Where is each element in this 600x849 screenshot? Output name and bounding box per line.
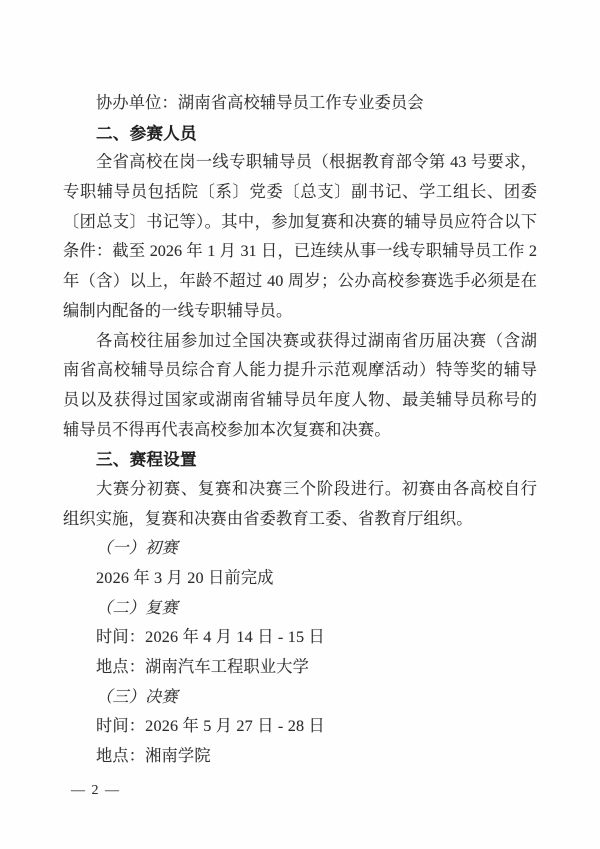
subsection-heading-preliminary: （一）初赛 — [96, 539, 178, 558]
subsection-heading-final: （三）决赛 — [96, 687, 178, 706]
paragraph-line: 大赛分初赛、复赛和决赛三个阶段进行。初赛由各高校自行 — [96, 479, 537, 498]
schedule-venue-line: 地点：湖南汽车工程职业大学 — [96, 658, 310, 677]
paragraph-line: 专职辅导员包括院〔系〕党委〔总支〕副书记、学工组长、团委 — [63, 183, 537, 202]
paragraph-line: 〔团总支〕书记等）。其中，参加复赛和决赛的辅导员应符合以下 — [63, 212, 537, 231]
paragraph-line: 年（含）以上，年龄不超过 40 周岁；公办高校参赛选手必须是在 — [63, 272, 537, 291]
section-heading-schedule: 三、赛程设置 — [96, 450, 197, 470]
paragraph-line: 各高校往届参加过全国决赛或获得过湖南省历届决赛（含湖 — [96, 331, 537, 350]
schedule-time-line: 时间：2026 年 4 月 14 日 - 15 日 — [96, 628, 325, 647]
document-body — [63, 89, 537, 772]
page-number: — 2 — — [71, 783, 121, 798]
schedule-venue-line: 地点：湘南学院 — [96, 747, 211, 766]
paragraph-line: 组织实施，复赛和决赛由省委教育工委、省教育厅组织。 — [63, 509, 473, 528]
paragraph-line: 条件：截至 2026 年 1 月 31 日，已连续从事一线专职辅导员工作 2 — [63, 242, 537, 261]
paragraph-line: 编制内配备的一线专职辅导员。 — [63, 301, 293, 320]
schedule-time-line: 时间：2026 年 5 月 27 日 - 28 日 — [96, 717, 325, 736]
paragraph-line: 南省高校辅导员综合育人能力提升示范观摩活动）特等奖的辅导 — [63, 361, 537, 380]
paragraph-line: 员以及获得过国家或湖南省辅导员年度人物、最美辅导员称号的 — [63, 390, 537, 409]
section-heading-participants: 二、参赛人员 — [96, 123, 197, 143]
paragraph-line: 全省高校在岗一线专职辅导员（根据教育部令第 43 号要求， — [96, 153, 537, 172]
subsection-heading-semifinal: （二）复赛 — [96, 598, 178, 617]
co-organizer-line: 协办单位：湖南省高校辅导员工作专业委员会 — [96, 94, 424, 112]
paragraph-line: 辅导员不得再代表高校参加本次复赛和决赛。 — [63, 420, 391, 439]
schedule-date-line: 2026 年 3 月 20 日前完成 — [96, 569, 274, 587]
